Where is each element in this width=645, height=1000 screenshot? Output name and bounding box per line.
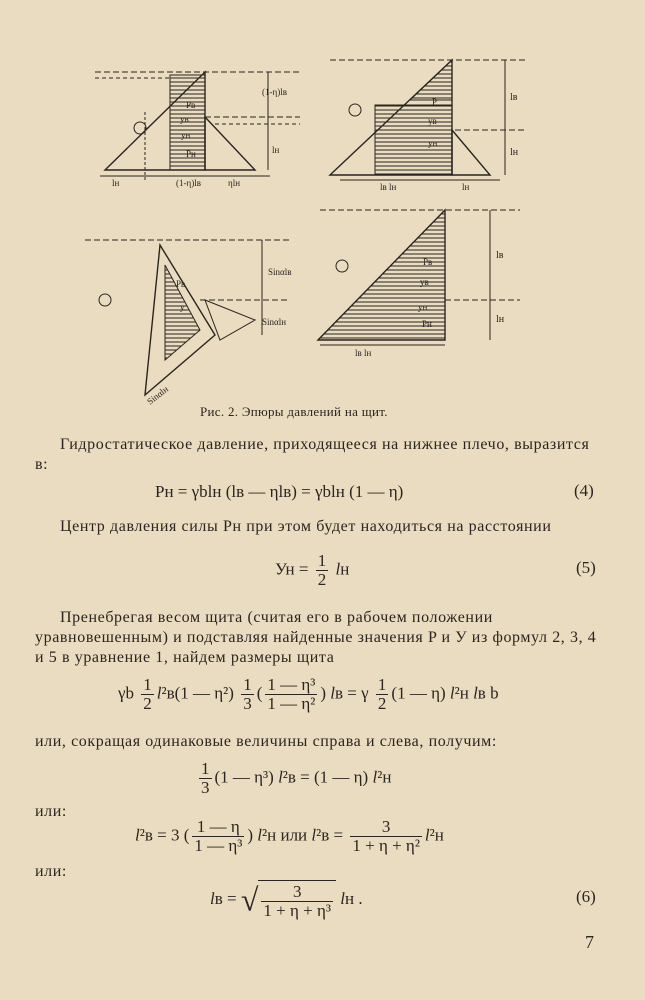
pressure-diagrams-figure	[0, 0, 645, 430]
equation-5: Ун = $\frac{1}{2}$ lн	[275, 551, 350, 589]
equation-6-number: (6)	[576, 887, 596, 906]
label-l1-eta-lv-bottom: (1-η)lв	[176, 178, 201, 188]
equation-4: Pн = γblн (lв — ηlв) = γblн (1 — η)	[155, 482, 404, 501]
label-d-yn: yн	[418, 302, 428, 312]
paragraph-3: Пренебрегая весом щита (считая его в рабочем положении уравновешенным) и подставляя найденные значения P и У из формул 2, 3, 4 и 5 в уравнение 1, найдем размеры щита	[35, 609, 597, 666]
label-d-lv-ln: lв lн	[355, 348, 372, 358]
label-ln-bottom: lн	[112, 178, 120, 188]
label-d-pv: Pв	[423, 257, 433, 267]
paragraph-2: Центр давления силы Pн при этом будет находиться на расстоянии	[60, 518, 552, 535]
label-c-sin-lv: Sinαlв	[268, 267, 292, 277]
paragraph-1: Гидростатическое давление, приходящееся на нижнее плечо, выразится в:	[35, 436, 590, 473]
label-d-lv: lв	[496, 250, 504, 261]
label-b-lv-ln: lв lн	[380, 182, 397, 192]
label-d-ln: lн	[496, 314, 505, 325]
ili-label-2: или:	[35, 863, 67, 880]
figure-caption: Рис. 2. Эпюры давлений на щит.	[200, 404, 388, 419]
equation-reduced: $\frac{1}{3}$ (1 — η³) l²в = (1 — η) l²н	[201, 759, 392, 797]
equation-5-number: (5)	[576, 558, 596, 577]
label-eta-ln: ηlн	[228, 178, 241, 188]
ili-inline: или	[280, 825, 308, 845]
paragraph-4: или, сокращая одинаковые величины справа и слева, получим:	[35, 733, 497, 750]
equation-4-number: (4)	[574, 481, 594, 500]
label-b-pv: P	[432, 97, 438, 107]
diagram-panel-d	[318, 210, 520, 358]
label-l1-eta-lv: (1-η)lв	[262, 87, 287, 97]
equation-lv-squared: l²в = 3 ( $\frac{1 — \eta}{\text{1 — η³}}$ ) l²н или l²в = $\frac{3}{\text{1 + η + η²}}$ l²н	[135, 817, 444, 855]
label-c-pv: Pв	[176, 279, 186, 289]
diagram-panel-c	[85, 240, 291, 407]
label-b-ln-bottom: lн	[462, 182, 470, 192]
label-yv: yв	[180, 114, 189, 124]
diagram-panel-a	[95, 72, 300, 188]
equation-balance: γb $\frac{1}{2}$ l²в(1 — η²) $\frac{1}{3}$ ( $\frac{\text{1 — η³}}{\text{1 — η²}}$ ) lв = γ $\frac{1}{2}$ (1 — η) l²н lв b	[118, 675, 499, 713]
label-d-pn: Pн	[422, 319, 432, 329]
page-number: 7	[585, 932, 594, 952]
label-d-yv: yв	[420, 277, 429, 287]
equation-6: lв = √ $\frac{3}{\text{1 + η + η³}}$ lн .	[210, 881, 363, 920]
equation-5-lhs: Ун =	[275, 559, 309, 579]
diagram-panel-b	[330, 60, 525, 192]
label-ln: lн	[272, 145, 280, 155]
label-b-ln: lн	[510, 147, 519, 158]
label-b-lv: lв	[510, 92, 518, 103]
label-c-sin-ln: Sinαlн	[262, 317, 287, 327]
label-pn: Pн	[186, 149, 196, 159]
ili-label-1: или:	[35, 803, 67, 820]
label-b-yv: yв	[428, 116, 437, 126]
label-c-sin-ln-bottom: Sinαlн	[145, 383, 171, 407]
label-c-y: y	[180, 302, 185, 312]
label-yn: yн	[181, 130, 191, 140]
label-pv: Pв	[186, 100, 196, 110]
label-b-yn: yн	[428, 138, 438, 148]
